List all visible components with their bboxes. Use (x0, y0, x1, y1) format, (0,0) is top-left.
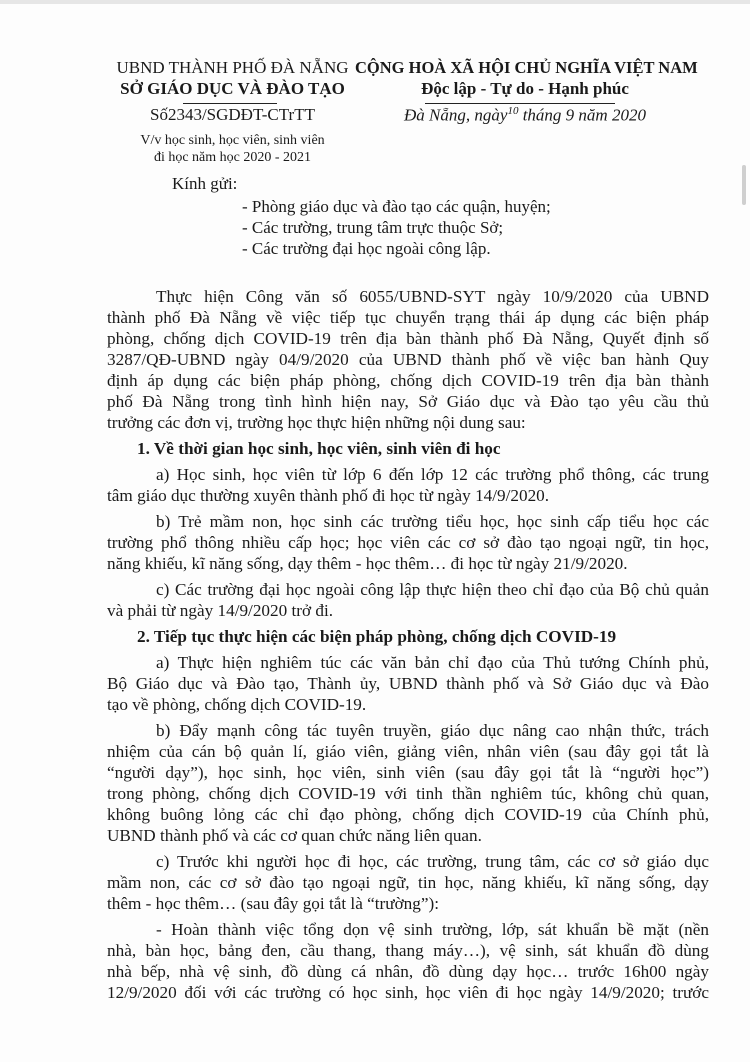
text-line: UBND thành phố và các cơ quan chức năng liên quan. (107, 826, 482, 845)
text-line: nhà, bàn học, bảng đen, cầu thang, thang máy…), vệ sinh, sát khuẩn đồ dùng (107, 941, 709, 960)
text-line: mầm non, các cơ sở đào tạo ngoại ngữ, tin học, năng khiếu, kĩ năng sống, dạy (107, 873, 709, 892)
issuer-authority: UBND THÀNH PHỐ ĐÀ NẴNG (116, 58, 349, 77)
date-suffix: tháng 9 năm 2020 (518, 105, 646, 125)
text-line: trưởng các đơn vị, trường học thực hiện những nội dung sau: (107, 413, 526, 432)
text-line: định áp dụng các biện pháp phòng, chống dịch COVID-19 trên địa bàn thành (107, 371, 709, 390)
text-line: năng khiếu, kĩ năng sống, dạy thêm - học thêm… đi học từ ngày 21/9/2020. (107, 554, 628, 573)
text-line: c) Các trường đại học ngoài công lập thực hiện theo chỉ đạo của Bộ chủ quản (156, 580, 709, 599)
date-day: 10 (507, 105, 519, 117)
text-line: phòng, chống dịch COVID-19 trên địa bàn thành phố Đà Nẵng, Quyết định số (107, 329, 709, 348)
text-line: 12/9/2020 đối với các trường có học sinh, học viên đi học ngày 14/9/2020; trước (107, 983, 709, 1002)
recipients-label: Kính gửi: (172, 174, 238, 193)
issuer-underline (183, 103, 277, 104)
text-line: c) Trước khi người học đi học, các trường, trung tâm, các cơ sở giáo dục (156, 852, 709, 871)
section-heading (107, 438, 709, 459)
text-line: 1. Về thời gian học sinh, học viên, sinh viên đi học (137, 439, 501, 458)
recipient-item: - Các trường đại học ngoài công lập. (242, 239, 491, 258)
document-date (355, 105, 695, 126)
document-body (107, 286, 709, 1008)
paragraph (107, 652, 709, 715)
text-line: nhà bếp, nhà vệ sinh, đồ dùng cá nhân, đồ dùng dạy học… trước 16h00 ngày (107, 962, 709, 981)
scrollbar[interactable] (742, 165, 746, 205)
text-line: a) Thực hiện nghiêm túc các văn bản chỉ đạo của Thủ tướng Chính phủ, (156, 653, 709, 672)
text-line: thêm - học thêm… (sau đây gọi tắt là “trường”): (107, 894, 439, 913)
text-line: b) Đẩy mạnh công tác tuyên truyền, giáo dục nâng cao nhận thức, trách (156, 721, 709, 740)
date-prefix: Đà Nẵng, ngày (404, 105, 508, 125)
text-line: và phải từ ngày 14/9/2020 trở đi. (107, 601, 334, 620)
paragraph (107, 851, 709, 914)
paragraph (107, 464, 709, 506)
paragraph (107, 286, 709, 433)
text-line: Thực hiện Công văn số 6055/UBND-SYT ngày 10/9/2020 của UBND (156, 287, 709, 306)
issuer-department: SỞ GIÁO DỤC VÀ ĐÀO TẠO (120, 79, 345, 98)
text-line: nhiệm của cán bộ quản lí, giáo viên, giảng viên, nhân viên (sau đây gọi tắt là (107, 742, 709, 761)
text-line: “người dạy”), học sinh, học viên, sinh viên (sau đây gọi tắt là “người học”) (107, 763, 709, 782)
recipient-item: - Phòng giáo dục và đào tạo các quận, huyện; (242, 197, 551, 216)
text-line: a) Học sinh, học viên từ lớp 6 đến lớp 12 các trường phổ thông, các trung (156, 465, 709, 484)
document-number: Số2343/SGDĐT-CTrTT (149, 105, 315, 124)
subject-line-2: đi học năm học 2020 - 2021 (153, 150, 312, 165)
text-line: Bộ Giáo dục và Đào tạo, Thành ủy, UBND thành phố và Sở Giáo dục và Đào (107, 674, 709, 693)
paragraph (107, 919, 709, 1003)
paragraph (107, 720, 709, 846)
text-line: thành phố Đà Nẵng về việc tiếp tục chuyển trạng thái áp dụng các biện pháp (107, 308, 709, 327)
text-line: trường phổ thông nhiều cấp học; học viên các cơ sở đào tạo ngoại ngữ, tin học, (107, 533, 709, 552)
text-line: b) Trẻ mầm non, học sinh các trường tiểu học, học sinh cấp tiểu học các (156, 512, 709, 531)
paragraph (107, 579, 709, 621)
paragraph (107, 511, 709, 574)
national-motto: Độc lập - Tự do - Hạnh phúc (421, 79, 629, 98)
top-edge (0, 0, 750, 4)
text-line: 3287/QĐ-UBND ngày 04/9/2020 của UBND thành phố về việc ban hành Quy (107, 350, 709, 369)
recipient-item: - Các trường, trung tâm trực thuộc Sở; (242, 218, 504, 237)
text-line: không buông lỏng các chỉ đạo phòng, chống dịch COVID-19 của Chính phủ, (107, 805, 709, 824)
national-title: CỘNG HOÀ XÃ HỘI CHỦ NGHĨA VIỆT NAM (355, 58, 698, 77)
text-line: - Hoàn thành việc tổng dọn vệ sinh trường, lớp, sát khuẩn bề mặt (nền (156, 920, 709, 939)
subject-line-1: V/v học sinh, học viên, sinh viên (140, 133, 325, 148)
motto-underline (425, 103, 615, 104)
text-line: 2. Tiếp tục thực hiện các biện pháp phòng, chống dịch COVID-19 (137, 627, 617, 646)
text-line: trong phòng, chống dịch COVID-19 với tinh thần nghiêm túc, không chủ quan, (107, 784, 709, 803)
section-heading (107, 626, 709, 647)
text-line: tạo về phòng, chống dịch COVID-19. (107, 695, 367, 714)
text-line: phố Đà Nẵng trong tình hình hiện nay, Sở Giáo dục và Đào tạo yêu cầu thủ (107, 392, 709, 411)
text-line: tâm giáo dục thường xuyên thành phố đi học từ ngày 14/9/2020. (107, 486, 550, 505)
